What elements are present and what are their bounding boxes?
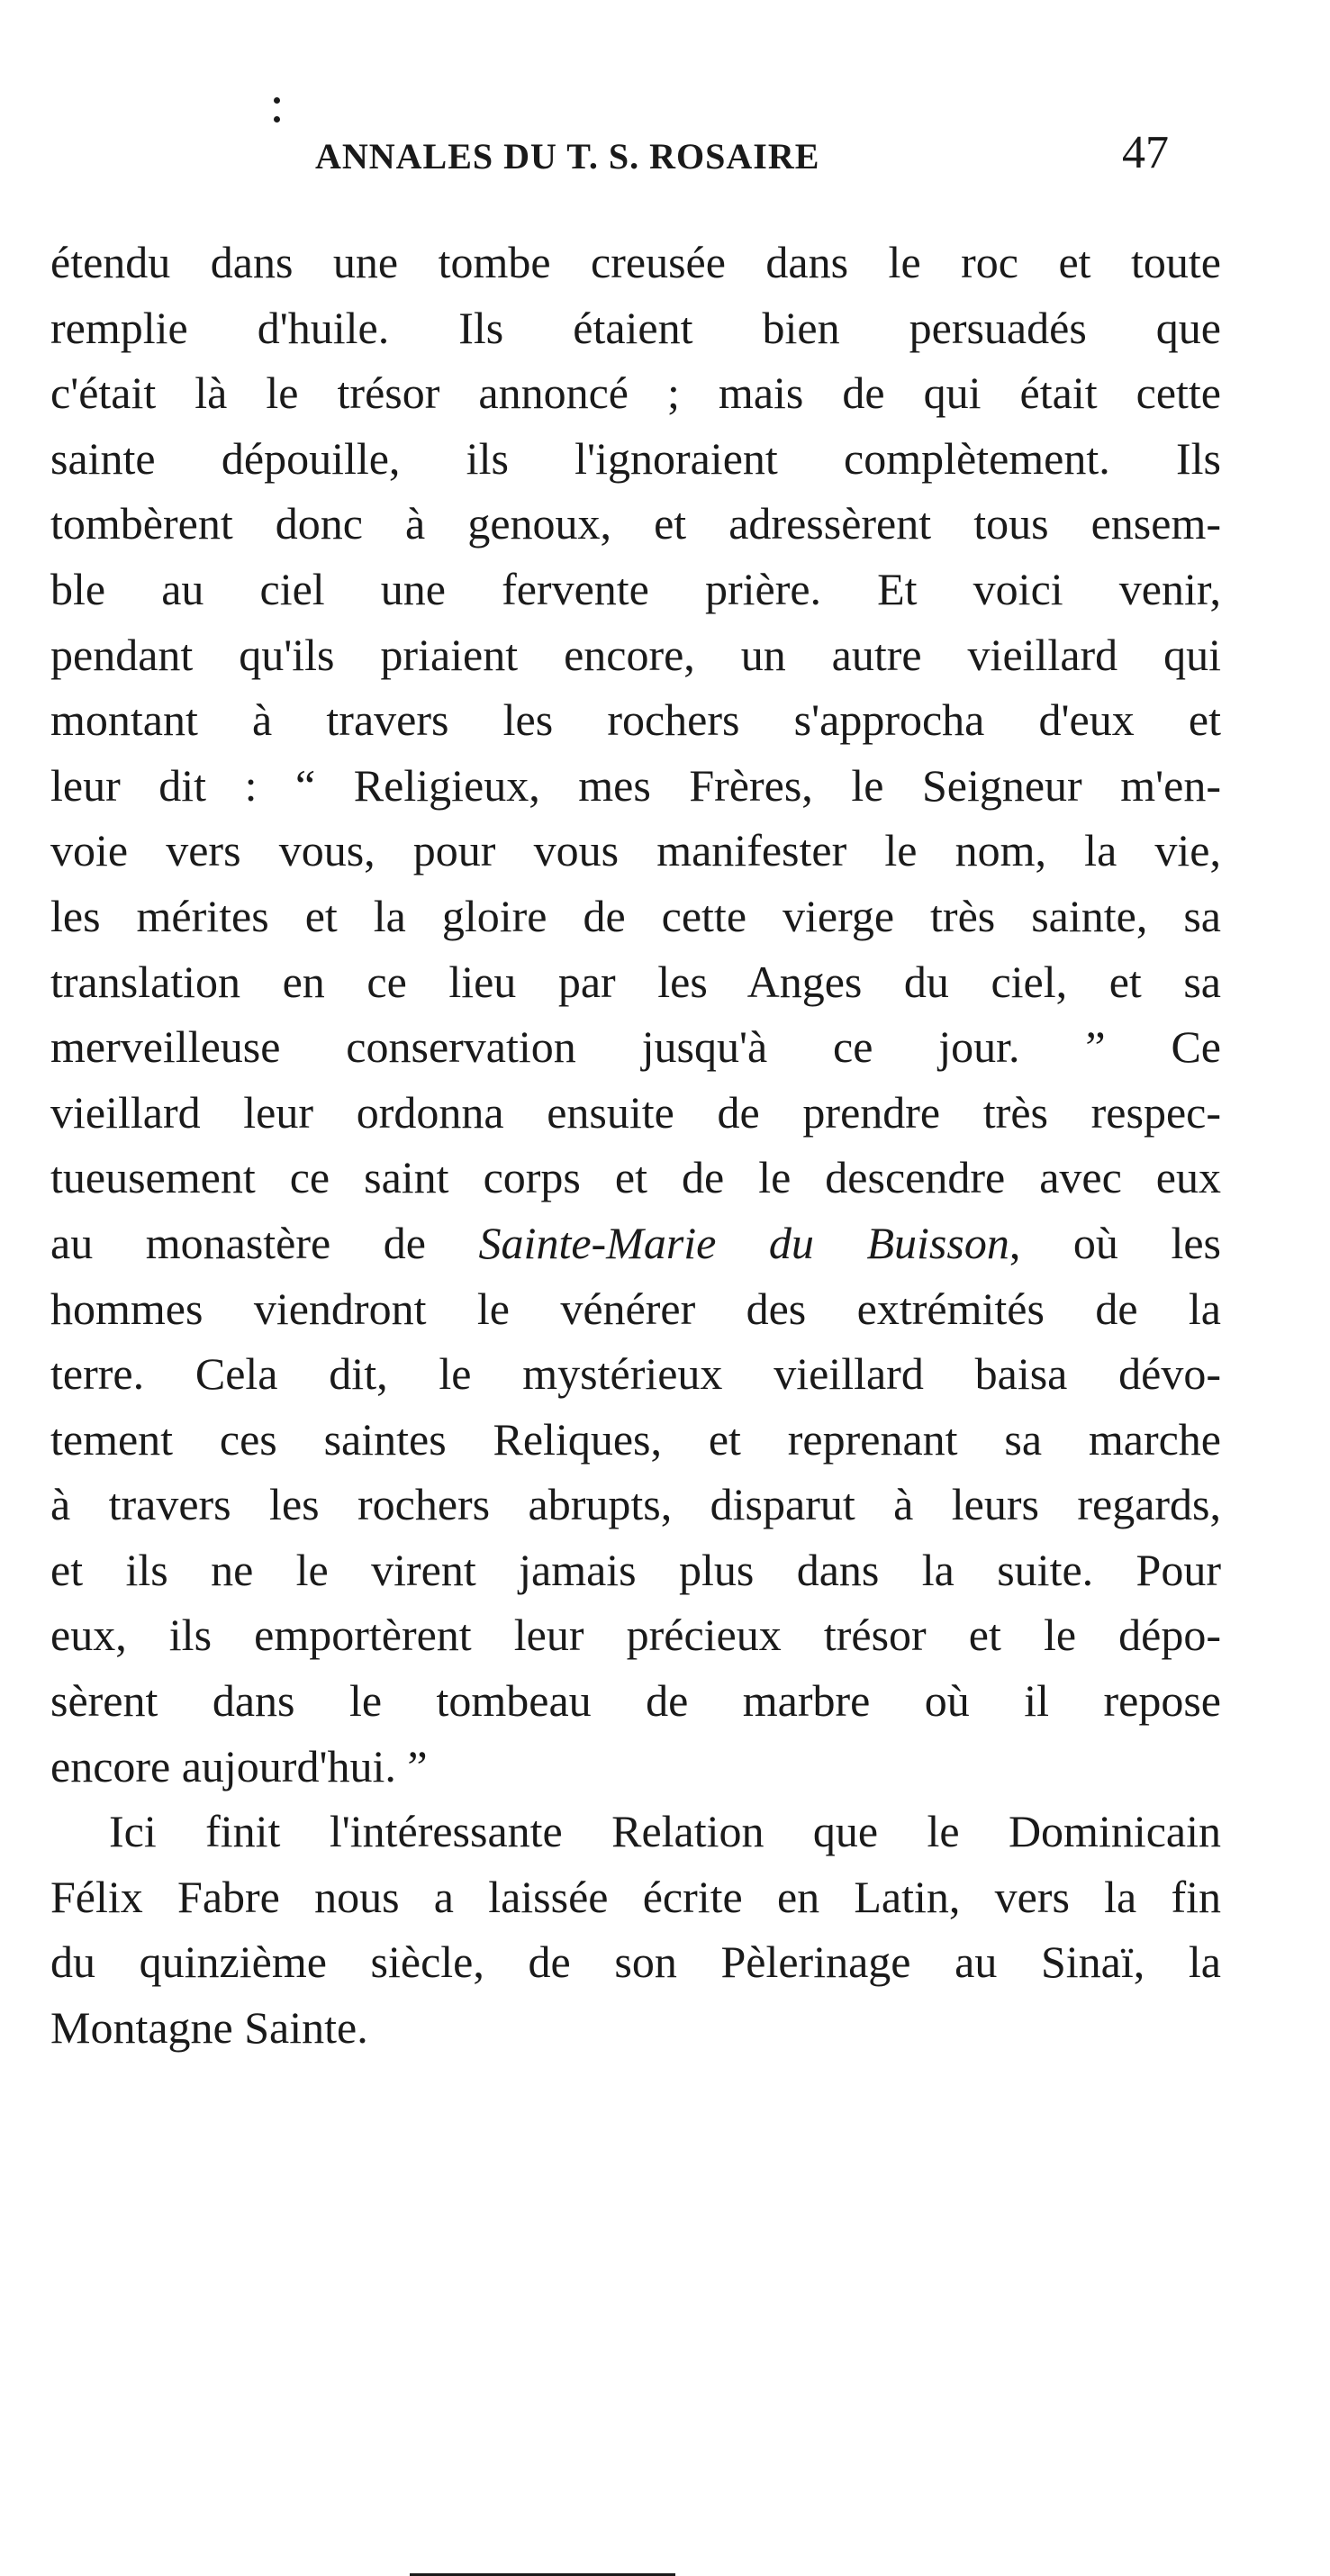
text-line: eux, ils emportèrent leur précieux trésor et le dépo- [50,1610,1221,1661]
text-line: sèrent dans le tombeau de marbre où il repose [50,1675,1221,1727]
text-line-with-italic [50,1211,1221,1276]
line-text-after: , où les [1009,1217,1222,1268]
printer-dot [274,116,280,122]
text-line: montant à travers les rochers s'approcha d'eux et [50,694,1221,746]
text-line: c'était là le trésor annoncé ; mais de qui était cette [50,367,1221,419]
line-text-before: au monastère de [50,1217,479,1268]
text-line: ble au ciel une fervente prière. Et voici venir, [50,563,1221,614]
printer-dot [274,97,280,104]
page-number: 47 [1122,127,1169,178]
text-line: Félix Fabre nous a laissée écrite en Latin, vers la fin [50,1871,1221,1922]
text-line: encore aujourd'hui. ” [50,1740,428,1791]
text-line: étendu dans une tombe creusée dans le roc et toute [50,237,1221,287]
place-name-italic: Sainte-Marie du Buisson [478,1217,1009,1268]
text-line: sainte dépouille, ils l'ignoraient complètement. Ils [50,432,1221,484]
text-line: voie vers vous, pour vous manifester le nom, la vie, [50,825,1221,876]
text-line: vieillard leur ordonna ensuite de prendre très respec- [50,1086,1221,1138]
body-text [50,230,1221,2061]
text-line: remplie d'huile. Ils étaient bien persuadés que [50,302,1221,353]
text-line: et ils ne le virent jamais plus dans la suite. Pour [50,1544,1221,1595]
text-line: les mérites et la gloire de cette vierge très sainte, sa [50,890,1221,941]
text-line: Montagne Sainte. [50,2002,368,2054]
printer-mark [274,97,281,137]
text-line: terre. Cela dit, le mystérieux vieillard baisa dévo- [50,1348,1221,1400]
text-line: tement ces saintes Reliques, et reprenant sa marche [50,1413,1221,1465]
text-line: pendant qu'ils priaient encore, un autre vieillard qui [50,629,1221,680]
text-line: à travers les rochers abrupts, disparut à leurs regards, [50,1479,1221,1530]
text-line: merveilleuse conservation jusqu'à ce jour. ” Ce [50,1021,1221,1073]
text-line: hommes viendront le vénérer des extrémités de la [50,1283,1221,1334]
text-line: tombèrent donc à genoux, et adressèrent tous ensem- [50,498,1221,549]
text-line: du quinzième siècle, de son Pèlerinage au Sinaï, la [50,1937,1221,1988]
text-line: leur dit : “ Religieux, mes Frères, le Seigneur m'en- [50,759,1221,811]
text-line: Ici finit l'intéressante Relation que le Dominicain [109,1806,1221,1857]
text-line: tueusement ce saint corps et de le descendre avec eux [50,1152,1221,1203]
running-title: ANNALES DU T. S. ROSAIRE [315,136,820,177]
text-line: translation en ce lieu par les Anges du ciel, et sa [50,956,1221,1007]
